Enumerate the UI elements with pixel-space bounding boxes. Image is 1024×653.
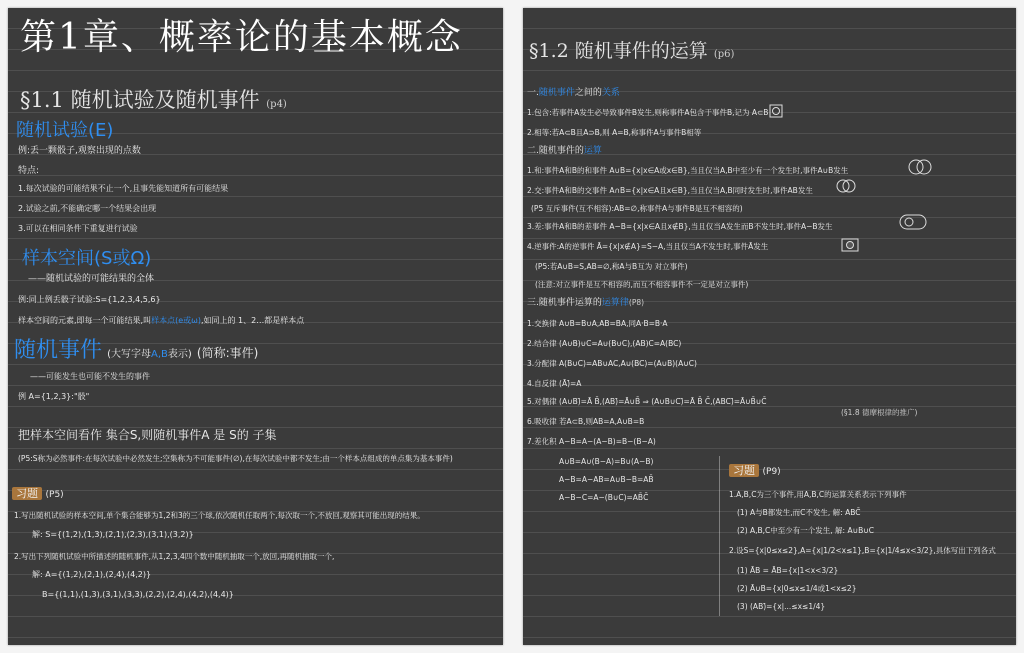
laws-heading-a: 三.随机事件运算的 xyxy=(527,298,602,308)
sample-point-term: 样本点(e或ω) xyxy=(151,316,201,325)
relations-heading-c: 之间的 xyxy=(574,88,602,98)
exercise-page: (P5) xyxy=(45,490,64,500)
right-exercise-2c: (3) (AB)̄={x|...≤x≤1/4} xyxy=(737,602,826,611)
exercise-1-solution: 解: S={(1,2),(1,3),(2,1),(2,3),(3,1),(3,2)} xyxy=(32,530,194,539)
intersection-venn-icon xyxy=(835,178,857,194)
difference-venn-icon xyxy=(899,214,927,230)
sample-point-text-c: ,如同上的 1、2…都是样本点 xyxy=(200,316,305,325)
right-exercise-2b: (2) Ā∪B={x|0≤x≤1/4或1<x≤2} xyxy=(737,584,857,593)
laws-heading-c: (P8) xyxy=(628,298,645,307)
op-union: 1.和:事件A和B的和事件 A∪B={x|x∈A或x∈B},当且仅当A,B中至少有一个发生时,事件A∪B发生 xyxy=(527,166,849,175)
law-involution: 4.自反律 (Ā)̄=A xyxy=(527,379,582,388)
random-event-paren-c: 表示) xyxy=(167,349,192,360)
exercise-2: 2.写出下列随机试验中所描述的随机事件,从1,2,3,4四个数中随机抽取一个,放回,再随机抽取一个, xyxy=(14,552,335,561)
random-event-line xyxy=(14,338,258,364)
law-de-morgan-note: (§1.8 德摩根律的推广) xyxy=(841,408,918,417)
set-view-statement: 把样本空间看作 集合S,则随机事件A 是 S的 子集 xyxy=(18,428,277,442)
right-exercise-1a: (1) A与B都发生,而C不发生, 解: ABC̄ xyxy=(737,508,861,517)
section-1-2-title xyxy=(529,40,734,63)
law-distributive: 3.分配律 A(B∪C)=AB∪AC,A∪(BC)=(A∪B)(A∪C) xyxy=(527,359,697,368)
random-event-definition: ——可能发生也可能不发生的事件 xyxy=(30,372,150,381)
right-exercise-2a: (1) ĀB = ĀB={x|1<x<3/2} xyxy=(737,566,839,575)
right-exercise-title: 习题 xyxy=(729,464,759,477)
law-difference-1: 7.差化积 A−B=A−(A−B)=B−(B−A) xyxy=(527,437,656,446)
exercise-2-solution-b: B={(1,1),(1,3),(3,1),(3,3),(2,2),(2,4),(4,2),(4,4)} xyxy=(42,590,234,599)
exercise-2-solution: 解: A={(1,2),(2,1),(2,4),(4,2)} xyxy=(32,570,152,579)
random-event-heading: 随机事件 xyxy=(14,338,103,363)
exercise-divider xyxy=(719,456,720,616)
relation-inclusion: 1.包含:若事件A发生必导致事件B发生,则称事件A包含于事件B,记为 A⊂B xyxy=(527,108,769,117)
section-1-1-title xyxy=(20,88,287,113)
right-exercise-2: 2.设S={x|0≤x≤2},A={x|1/2<x≤1},B={x|1/4≤x<3/2},具体写出下列各式 xyxy=(729,546,996,555)
section-1-1-title-text: §1.1 随机试验及随机事件 xyxy=(20,88,260,112)
feature-1: 1.每次试验的可能结果不止一个,且事先能知道所有可能结果 xyxy=(18,184,229,193)
laws-heading xyxy=(527,298,644,309)
left-notebook-page xyxy=(8,8,503,645)
features-label: 特点: xyxy=(18,166,40,176)
random-event-short: (简称:事件) xyxy=(196,346,259,360)
right-exercise-header xyxy=(729,464,781,478)
law-absorption: 6.吸收律 若A⊂B,则AB=A,A∪B=B xyxy=(527,417,645,426)
feature-2: 2.试验之前,不能确定哪一个结果会出现 xyxy=(18,204,157,213)
relations-heading-a: 一. xyxy=(527,88,539,98)
op-opposite-events: (P5:若A∪B=S,AB=∅,称A与B互为 对立事件) xyxy=(535,262,688,271)
law-difference-2: A∪B=A∪(B−A)=B∪(A−B) xyxy=(559,457,654,466)
sample-space-definition: ——随机试验的可能结果的全体 xyxy=(28,274,155,284)
law-de-morgan: 5.对偶律 (A∪B)̄=Ā B̄,(AB)̄=Ā∪B̄ ⇒ (A∪B∪C)̄=Ā B̄ C̄,(ABC)̄=Ā∪B̄∪C̄ xyxy=(527,397,767,406)
operations-heading-a: 二.随机事件的 xyxy=(527,146,584,156)
complement-venn-icon xyxy=(841,238,859,252)
law-associative: 2.结合律 (A∪B)∪C=A∪(B∪C),(AB)C=A(BC) xyxy=(527,339,682,348)
p5-note: (P5:S称为必然事件:在每次试验中必然发生;空集称为不可能事件(∅),在每次试验中都不发生;由一个样本点组成的单点集为基本事件) xyxy=(18,454,453,463)
union-venn-icon xyxy=(907,158,933,176)
op-difference: 3.差:事件A和B的差事件 A−B={x|x∈A且x∉B},当且仅当A发生而B不发生时,事件A−B发生 xyxy=(527,222,833,231)
random-experiment-example: 例:丢一颗骰子,观察出现的点数 xyxy=(18,146,141,156)
random-event-paren-b: A,B xyxy=(151,349,168,360)
relations-heading-b: 随机事件 xyxy=(538,88,575,98)
random-event-paren-a: (大写字母 xyxy=(107,349,152,360)
right-exercise-page: (P9) xyxy=(762,467,781,477)
op-intersection: 2.交:事件A和B的交事件 A∩B={x|x∈A且x∈B},当且仅当A,B同时发生时,事件AB发生 xyxy=(527,186,813,195)
law-commutative: 1.交换律 A∪B=B∪A,AB=BA,同A·B=B·A xyxy=(527,319,668,328)
sample-point-text-a: 样本空间的元素,即每一个可能结果,叫 xyxy=(18,316,152,325)
sample-point-line xyxy=(18,316,304,326)
right-notebook-page xyxy=(523,8,1016,645)
random-event-example: 例 A={1,2,3}:"骰" xyxy=(18,392,90,401)
law-difference-3: A−B=A−AB=A∪B−B=AB̄ xyxy=(559,475,654,484)
op-note: (注意:对立事件是互不相容的,而互不相容事件不一定是对立事件) xyxy=(535,280,749,289)
right-exercise-1b: (2) A,B,C中至少有一个发生, 解: A∪B∪C xyxy=(737,526,874,535)
right-exercise-1: 1.A,B,C为三个事件,用A,B,C的运算关系表示下列事件 xyxy=(729,490,907,499)
feature-3: 3.可以在相同条件下重复进行试验 xyxy=(18,224,138,233)
relation-equal: 2.相等:若A⊂B且A⊃B,则 A=B,称事件A与事件B相等 xyxy=(527,128,702,137)
operations-heading xyxy=(527,146,602,157)
op-mutually-exclusive: (P5 互斥事件(互不相容):AB=∅,称事件A与事件B是互不相容的) xyxy=(531,204,743,213)
exercise-header xyxy=(12,487,64,501)
operations-heading-b: 运算 xyxy=(583,146,602,156)
laws-heading-b: 运算律 xyxy=(601,298,629,308)
chapter-title: 第1章、概率论的基本概念 xyxy=(20,17,463,58)
inclusion-venn-icon xyxy=(769,104,783,118)
sample-space-example: 例:同上例丢骰子试验:S={1,2,3,4,5,6} xyxy=(18,295,161,304)
op-complement: 4.逆事件:A的逆事件 Ā={x|x∉A}=S−A,当且仅当A不发生时,事件Ā发生 xyxy=(527,242,769,251)
relations-heading-d: 关系 xyxy=(601,88,620,98)
section-1-2-page: (p6) xyxy=(713,49,735,60)
section-1-2-title-text: §1.2 随机事件的运算 xyxy=(529,40,708,62)
exercise-title: 习题 xyxy=(12,487,42,500)
law-difference-4: A−B−C=A−(B∪C)=AB̄C̄ xyxy=(559,493,649,502)
section-1-1-page: (p4) xyxy=(266,99,287,110)
random-experiment-heading: 随机试验(E) xyxy=(16,120,114,141)
relations-heading xyxy=(527,88,620,99)
exercise-1: 1.写出随机试验的样本空间,单个集合能够为1,2和3的三个球,依次随机任取两个,每次取一个,不放回,观察其可能出现的结果。 xyxy=(14,511,425,520)
sample-space-heading: 样本空间(S或Ω) xyxy=(22,248,152,269)
